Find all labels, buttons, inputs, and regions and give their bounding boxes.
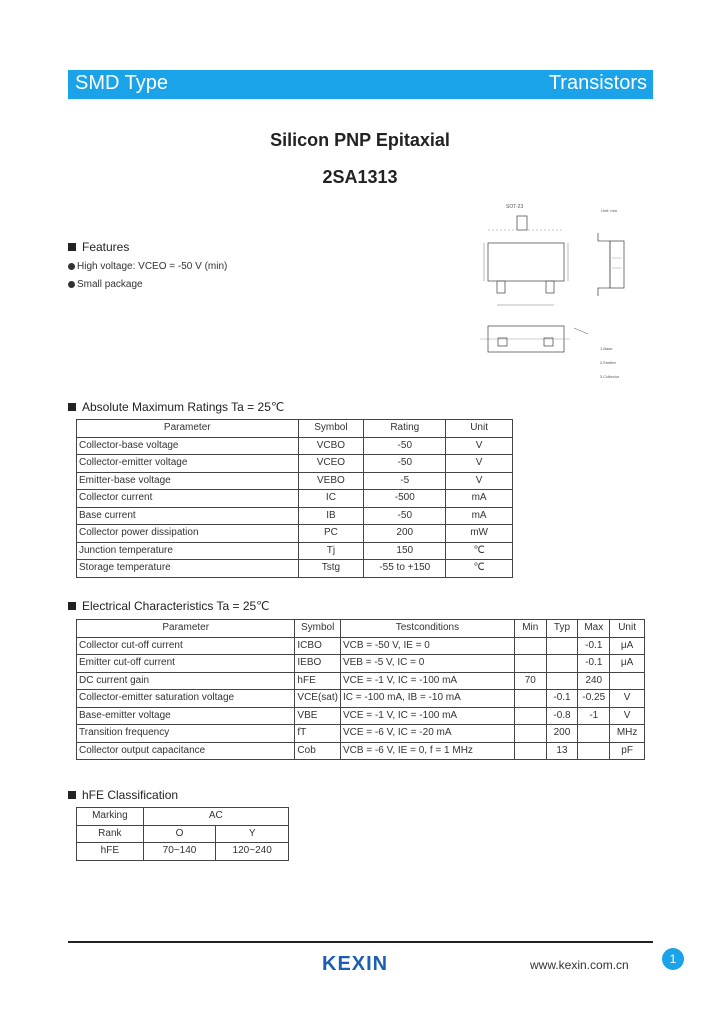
table-cell: IEBO — [295, 655, 341, 673]
document-title: Silicon PNP Epitaxial — [270, 130, 450, 150]
table-row — [77, 490, 513, 508]
table-cell: -0.1 — [578, 655, 610, 673]
table-cell: Collector output capacitance — [77, 742, 295, 760]
page-number-badge: 1 — [662, 948, 684, 970]
table-row — [77, 742, 645, 760]
table-cell: Cob — [295, 742, 341, 760]
header-cell: Unit — [446, 420, 513, 438]
table-cell — [578, 725, 610, 743]
table-cell: Collector current — [77, 490, 299, 508]
table-row — [77, 655, 645, 673]
table-cell — [578, 742, 610, 760]
table-cell: VCB = -6 V, IE = 0, f = 1 MHz — [340, 742, 514, 760]
table-cell: Tstg — [298, 560, 364, 578]
footer-url[interactable]: www.kexin.com.cn — [530, 958, 629, 972]
table-cell: IC = -100 mA, IB = -10 mA — [340, 690, 514, 708]
table-row — [77, 690, 645, 708]
elec-table — [76, 619, 645, 760]
table-cell: hFE — [295, 672, 341, 690]
section-square-icon — [68, 243, 76, 251]
package-unit: Unit: mm — [601, 208, 617, 213]
table-cell: VEB = -5 V, IC = 0 — [340, 655, 514, 673]
table-cell: -0.1 — [546, 690, 578, 708]
table-row — [77, 455, 513, 473]
footer-divider — [68, 941, 653, 943]
table-cell: Collector-emitter saturation voltage — [77, 690, 295, 708]
table-row — [77, 843, 289, 861]
table-cell: 240 — [578, 672, 610, 690]
table-header-row — [77, 420, 513, 438]
table-cell: Collector-base voltage — [77, 437, 299, 455]
table-cell: Collector-emitter voltage — [77, 455, 299, 473]
table-cell: Collector power dissipation — [77, 525, 299, 543]
table-cell: -50 — [364, 455, 446, 473]
table-cell: VCEO — [298, 455, 364, 473]
table-row — [77, 808, 289, 826]
table-cell: -0.8 — [546, 707, 578, 725]
header-cell: Symbol — [295, 620, 341, 638]
table-cell: -0.25 — [578, 690, 610, 708]
table-cell: Emitter-base voltage — [77, 472, 299, 490]
table-cell: -500 — [364, 490, 446, 508]
table-cell: O — [143, 825, 216, 843]
table-cell: MHz — [610, 725, 645, 743]
table-cell: 120~240 — [216, 843, 289, 861]
header-cell: Parameter — [77, 620, 295, 638]
table-cell: mW — [446, 525, 513, 543]
package-name: SOT-23 — [506, 204, 524, 210]
table-cell: Rank — [77, 825, 144, 843]
section-square-icon — [68, 602, 76, 610]
table-cell: Collector cut-off current — [77, 637, 295, 655]
header-cell: Parameter — [77, 420, 299, 438]
table-cell: IB — [298, 507, 364, 525]
table-cell: VEBO — [298, 472, 364, 490]
table-cell: DC current gain — [77, 672, 295, 690]
table-row — [77, 825, 289, 843]
table-cell: VCE(sat) — [295, 690, 341, 708]
part-number: 2SA1313 — [322, 167, 398, 187]
table-cell: μA — [610, 637, 645, 655]
table-cell: V — [446, 455, 513, 473]
header-left-label: SMD Type — [75, 72, 168, 94]
table-row — [77, 725, 645, 743]
table-cell: V — [446, 472, 513, 490]
table-cell: mA — [446, 507, 513, 525]
table-cell: AC — [143, 808, 288, 826]
table-cell: 150 — [364, 542, 446, 560]
table-row — [77, 472, 513, 490]
table-row — [77, 707, 645, 725]
table-cell — [514, 742, 546, 760]
table-cell: Y — [216, 825, 289, 843]
header-right-label: Transistors — [548, 72, 647, 94]
table-header-row — [77, 620, 645, 638]
section-square-icon — [68, 791, 76, 799]
table-cell — [546, 655, 578, 673]
kexin-logo: KEXIN — [322, 953, 389, 975]
table-cell — [610, 672, 645, 690]
table-cell: -50 — [364, 507, 446, 525]
table-cell: pF — [610, 742, 645, 760]
bullet-icon — [68, 281, 75, 288]
table-row — [77, 637, 645, 655]
table-cell: Emitter cut-off current — [77, 655, 295, 673]
abs-max-heading: Absolute Maximum Ratings Ta = 25℃ — [68, 400, 284, 414]
section-square-icon — [68, 403, 76, 411]
table-cell: Base current — [77, 507, 299, 525]
header-cell: Typ — [546, 620, 578, 638]
feature-item: Small package — [68, 279, 143, 290]
pin-label-1: 1.Base — [600, 346, 613, 351]
table-cell — [514, 637, 546, 655]
table-row — [77, 437, 513, 455]
table-cell: ℃ — [446, 560, 513, 578]
table-cell: mA — [446, 490, 513, 508]
table-cell: VBE — [295, 707, 341, 725]
table-cell: ICBO — [295, 637, 341, 655]
table-cell: Tj — [298, 542, 364, 560]
table-row — [77, 525, 513, 543]
table-cell: VCBO — [298, 437, 364, 455]
table-row — [77, 560, 513, 578]
table-cell — [514, 725, 546, 743]
table-cell: PC — [298, 525, 364, 543]
table-row — [77, 672, 645, 690]
table-cell: VCB = -50 V, IE = 0 — [340, 637, 514, 655]
table-cell: -1 — [578, 707, 610, 725]
table-cell — [514, 655, 546, 673]
table-cell: 200 — [364, 525, 446, 543]
features-heading: Features — [68, 240, 129, 254]
hfe-heading: hFE Classification — [68, 788, 178, 802]
table-cell: IC — [298, 490, 364, 508]
table-cell: 70 — [514, 672, 546, 690]
table-cell: Base-emitter voltage — [77, 707, 295, 725]
table-cell — [514, 690, 546, 708]
table-cell: hFE — [77, 843, 144, 861]
table-cell — [514, 707, 546, 725]
table-cell: V — [610, 690, 645, 708]
header-cell: Min — [514, 620, 546, 638]
table-cell: VCE = -6 V, IC = -20 mA — [340, 725, 514, 743]
table-cell: Transition frequency — [77, 725, 295, 743]
table-row — [77, 542, 513, 560]
table-cell: Marking — [77, 808, 144, 826]
table-cell — [546, 672, 578, 690]
abs-max-table — [76, 419, 513, 578]
package-outline-drawing — [470, 198, 650, 388]
table-cell: -5 — [364, 472, 446, 490]
table-cell: μA — [610, 655, 645, 673]
header-cell: Rating — [364, 420, 446, 438]
bullet-icon — [68, 263, 75, 270]
header-cell: Unit — [610, 620, 645, 638]
table-cell: 13 — [546, 742, 578, 760]
table-cell: Junction temperature — [77, 542, 299, 560]
hfe-table — [76, 807, 289, 861]
pin-label-2: 2.Emitter — [600, 360, 617, 365]
header-cell: Max — [578, 620, 610, 638]
table-cell: 70~140 — [143, 843, 216, 861]
table-cell: VCE = -1 V, IC = -100 mA — [340, 672, 514, 690]
pin-label-3: 3.Collector — [600, 374, 620, 379]
header-bar — [68, 70, 653, 99]
table-cell: -55 to +150 — [364, 560, 446, 578]
table-cell: 200 — [546, 725, 578, 743]
table-cell — [546, 637, 578, 655]
table-cell: VCE = -1 V, IC = -100 mA — [340, 707, 514, 725]
table-cell: V — [610, 707, 645, 725]
feature-item: High voltage: VCEO = -50 V (min) — [68, 261, 227, 272]
table-cell: fT — [295, 725, 341, 743]
header-cell: Symbol — [298, 420, 364, 438]
header-cell: Testconditions — [340, 620, 514, 638]
table-cell: ℃ — [446, 542, 513, 560]
table-cell: V — [446, 437, 513, 455]
table-cell: -0.1 — [578, 637, 610, 655]
table-row — [77, 507, 513, 525]
table-cell: -50 — [364, 437, 446, 455]
table-cell: Storage temperature — [77, 560, 299, 578]
elec-heading: Electrical Characteristics Ta = 25℃ — [68, 599, 270, 613]
